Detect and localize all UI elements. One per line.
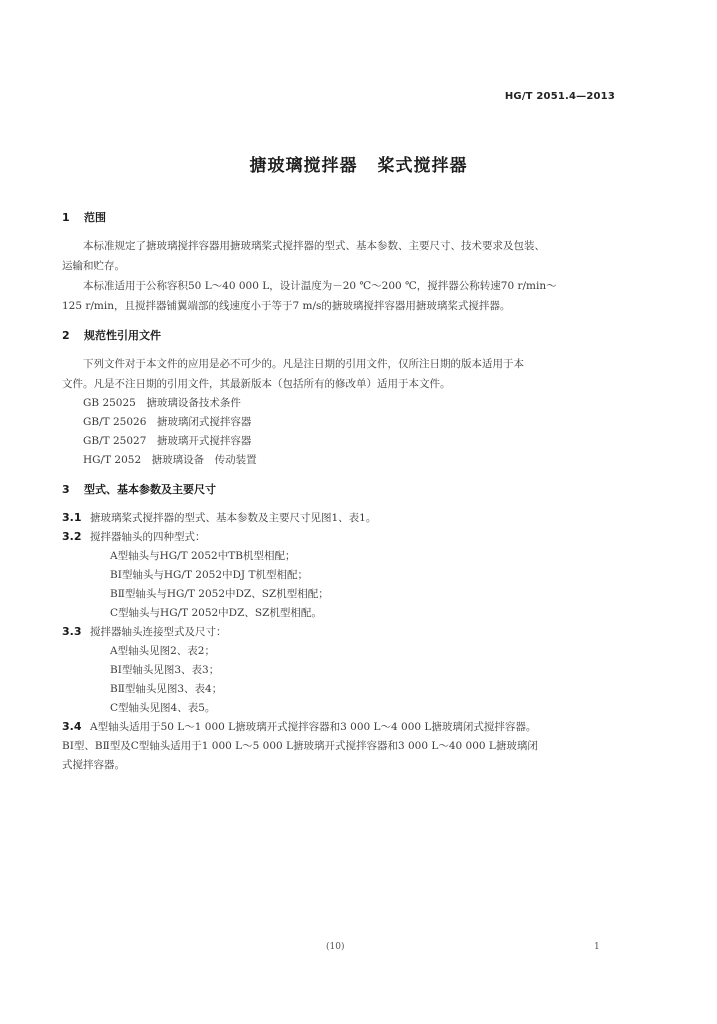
references-intro-line2: 文件。凡是不注日期的引用文件，其最新版本（包括所有的修改单）适用于本文件。 <box>62 378 451 390</box>
section-3-number: 3 <box>62 483 70 496</box>
section-2-number: 2 <box>62 329 70 342</box>
clause-3-1-number: 3.1 <box>62 511 82 524</box>
page-title <box>0 151 717 176</box>
clause-3-4-line3: 式搅拌容器。 <box>62 759 125 771</box>
section-3-title: 型式、基本参数及主要尺寸 <box>84 483 216 496</box>
reference-item: GB/T 25026 搪玻璃闭式搅拌容器 <box>83 416 252 428</box>
section-1-number: 1 <box>62 211 70 224</box>
scope-p1-line1: 本标准规定了搪玻璃搅拌容器用搪玻璃桨式搅拌器的型式、基本参数、主要尺寸、技术要求及包装、 <box>83 240 545 252</box>
clause-3-3 <box>62 624 227 639</box>
list-item: A型轴头与HG/T 2052中TB机型相配； <box>110 550 296 562</box>
clause-3-1-text: 搪玻璃桨式搅拌器的型式、基本参数及主要尺寸见图1、表1。 <box>90 512 377 524</box>
section-3-heading <box>62 481 216 497</box>
list-item: C型轴头与HG/T 2052中DZ、SZ机型相配。 <box>110 607 322 619</box>
clause-3-4-line2: BⅠ型、BⅡ型及C型轴头适用于1 000 L～5 000 L搪玻璃开式搅拌容器和3 000 L～40 000 L搪玻璃闭 <box>62 740 538 752</box>
section-2-heading <box>62 327 161 343</box>
page-number: 1 <box>594 942 600 952</box>
list-item: A型轴头见图2、表2； <box>110 645 215 657</box>
list-item: BⅡ型轴头见图3、表4； <box>110 683 223 695</box>
reference-item: HG/T 2052 搪玻璃设备 传动装置 <box>83 454 257 466</box>
title-part1: 搪玻璃搅拌器 <box>249 156 358 176</box>
list-item: BⅠ型轴头与HG/T 2052中DJ T机型相配； <box>110 569 308 581</box>
title-part2: 桨式搅拌器 <box>377 156 468 176</box>
clause-3-4-line1: A型轴头适用于50 L～1 000 L搪玻璃开式搅拌容器和3 000 L～4 000 L搪玻璃闭式搅拌容器。 <box>90 721 537 733</box>
section-1-heading <box>62 209 106 225</box>
references-intro-line1: 下列文件对于本文件的应用是必不可少的。凡是注日期的引用文件，仅所注日期的版本适用于本 <box>83 358 524 370</box>
scope-p2-line1: 本标准适用于公称容积50 L～40 000 L，设计温度为－20 ℃～200 ℃，搅拌器公称转速70 r/min～ <box>83 280 557 292</box>
scope-p1-line2: 运输和贮存。 <box>62 260 125 272</box>
reference-item: GB/T 25027 搪玻璃开式搅拌容器 <box>83 435 252 447</box>
clause-3-2-text: 搅拌器轴头的四种型式： <box>90 531 206 543</box>
scope-p2-line2: 125 r/min，且搅拌器铺翼端部的线速度小于等于7 m/s的搪玻璃搅拌容器用搪玻璃桨式搅拌器。 <box>62 300 511 312</box>
page-reference: (10) <box>326 942 345 952</box>
clause-3-3-number: 3.3 <box>62 625 82 638</box>
reference-item: GB 25025 搪玻璃设备技术条件 <box>83 397 241 409</box>
clause-3-3-text: 搅拌器轴头连接型式及尺寸： <box>90 626 227 638</box>
list-item: BⅠ型轴头见图3、表3； <box>110 664 220 676</box>
clause-3-2 <box>62 529 206 544</box>
standard-number: HG/T 2051.4—2013 <box>504 91 615 102</box>
clause-3-4 <box>62 719 536 734</box>
clause-3-1 <box>62 510 376 525</box>
list-item: C型轴头见图4、表5。 <box>110 702 216 714</box>
clause-3-4-number: 3.4 <box>62 720 82 733</box>
section-2-title: 规范性引用文件 <box>84 329 161 342</box>
clause-3-2-number: 3.2 <box>62 530 82 543</box>
list-item: BⅡ型轴头与HG/T 2052中DZ、SZ机型相配； <box>110 588 329 600</box>
section-1-title: 范围 <box>84 211 106 224</box>
